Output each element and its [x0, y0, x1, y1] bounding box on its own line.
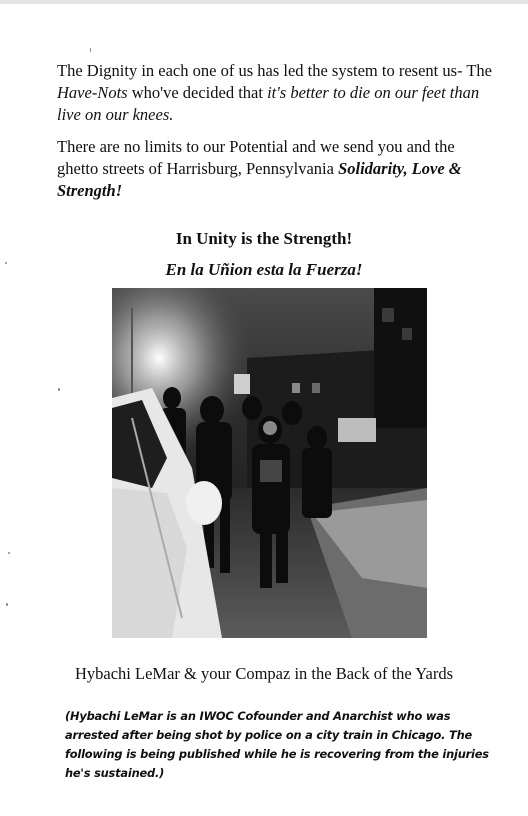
scan-speck [90, 48, 91, 52]
intro-emphasis-have-nots: Have-Nots [57, 83, 128, 102]
solidarity-emphasis: Solidarity, Love & Strength! [57, 159, 462, 200]
solidarity-text: There are no limits to our Potential and we send you and the ghetto streets of Harrisburg, Pennsylvania [57, 137, 455, 178]
protest-photo [112, 288, 427, 638]
page-top-edge [0, 0, 528, 4]
intro-emphasis-quote: it's better to die on our feet than live on our knees. [57, 83, 480, 124]
intro-paragraph [57, 60, 497, 126]
motto-english: In Unity is the Strength! [175, 229, 353, 248]
scan-speck [58, 388, 60, 391]
scan-speck [8, 552, 10, 554]
intro-text-1: The Dignity in each one of us has led the system to resent us- The [57, 61, 493, 80]
photo-caption: Hybachi LeMar & your Compaz in the Back of the Yards [74, 664, 454, 683]
author-note: (Hybachi LeMar is an IWOC Cofounder and Anarchist who was arrested after being shot by police on a city train in Chicago. The following is being published while he is recovering from the injuries he's sustained.) [65, 709, 489, 780]
solidarity-paragraph [57, 136, 497, 202]
intro-text-2: who've decided that [127, 83, 268, 102]
scan-speck [6, 603, 8, 606]
motto-spanish: En la Uñion esta la Fuerza! [165, 260, 363, 279]
scan-speck [5, 262, 7, 264]
